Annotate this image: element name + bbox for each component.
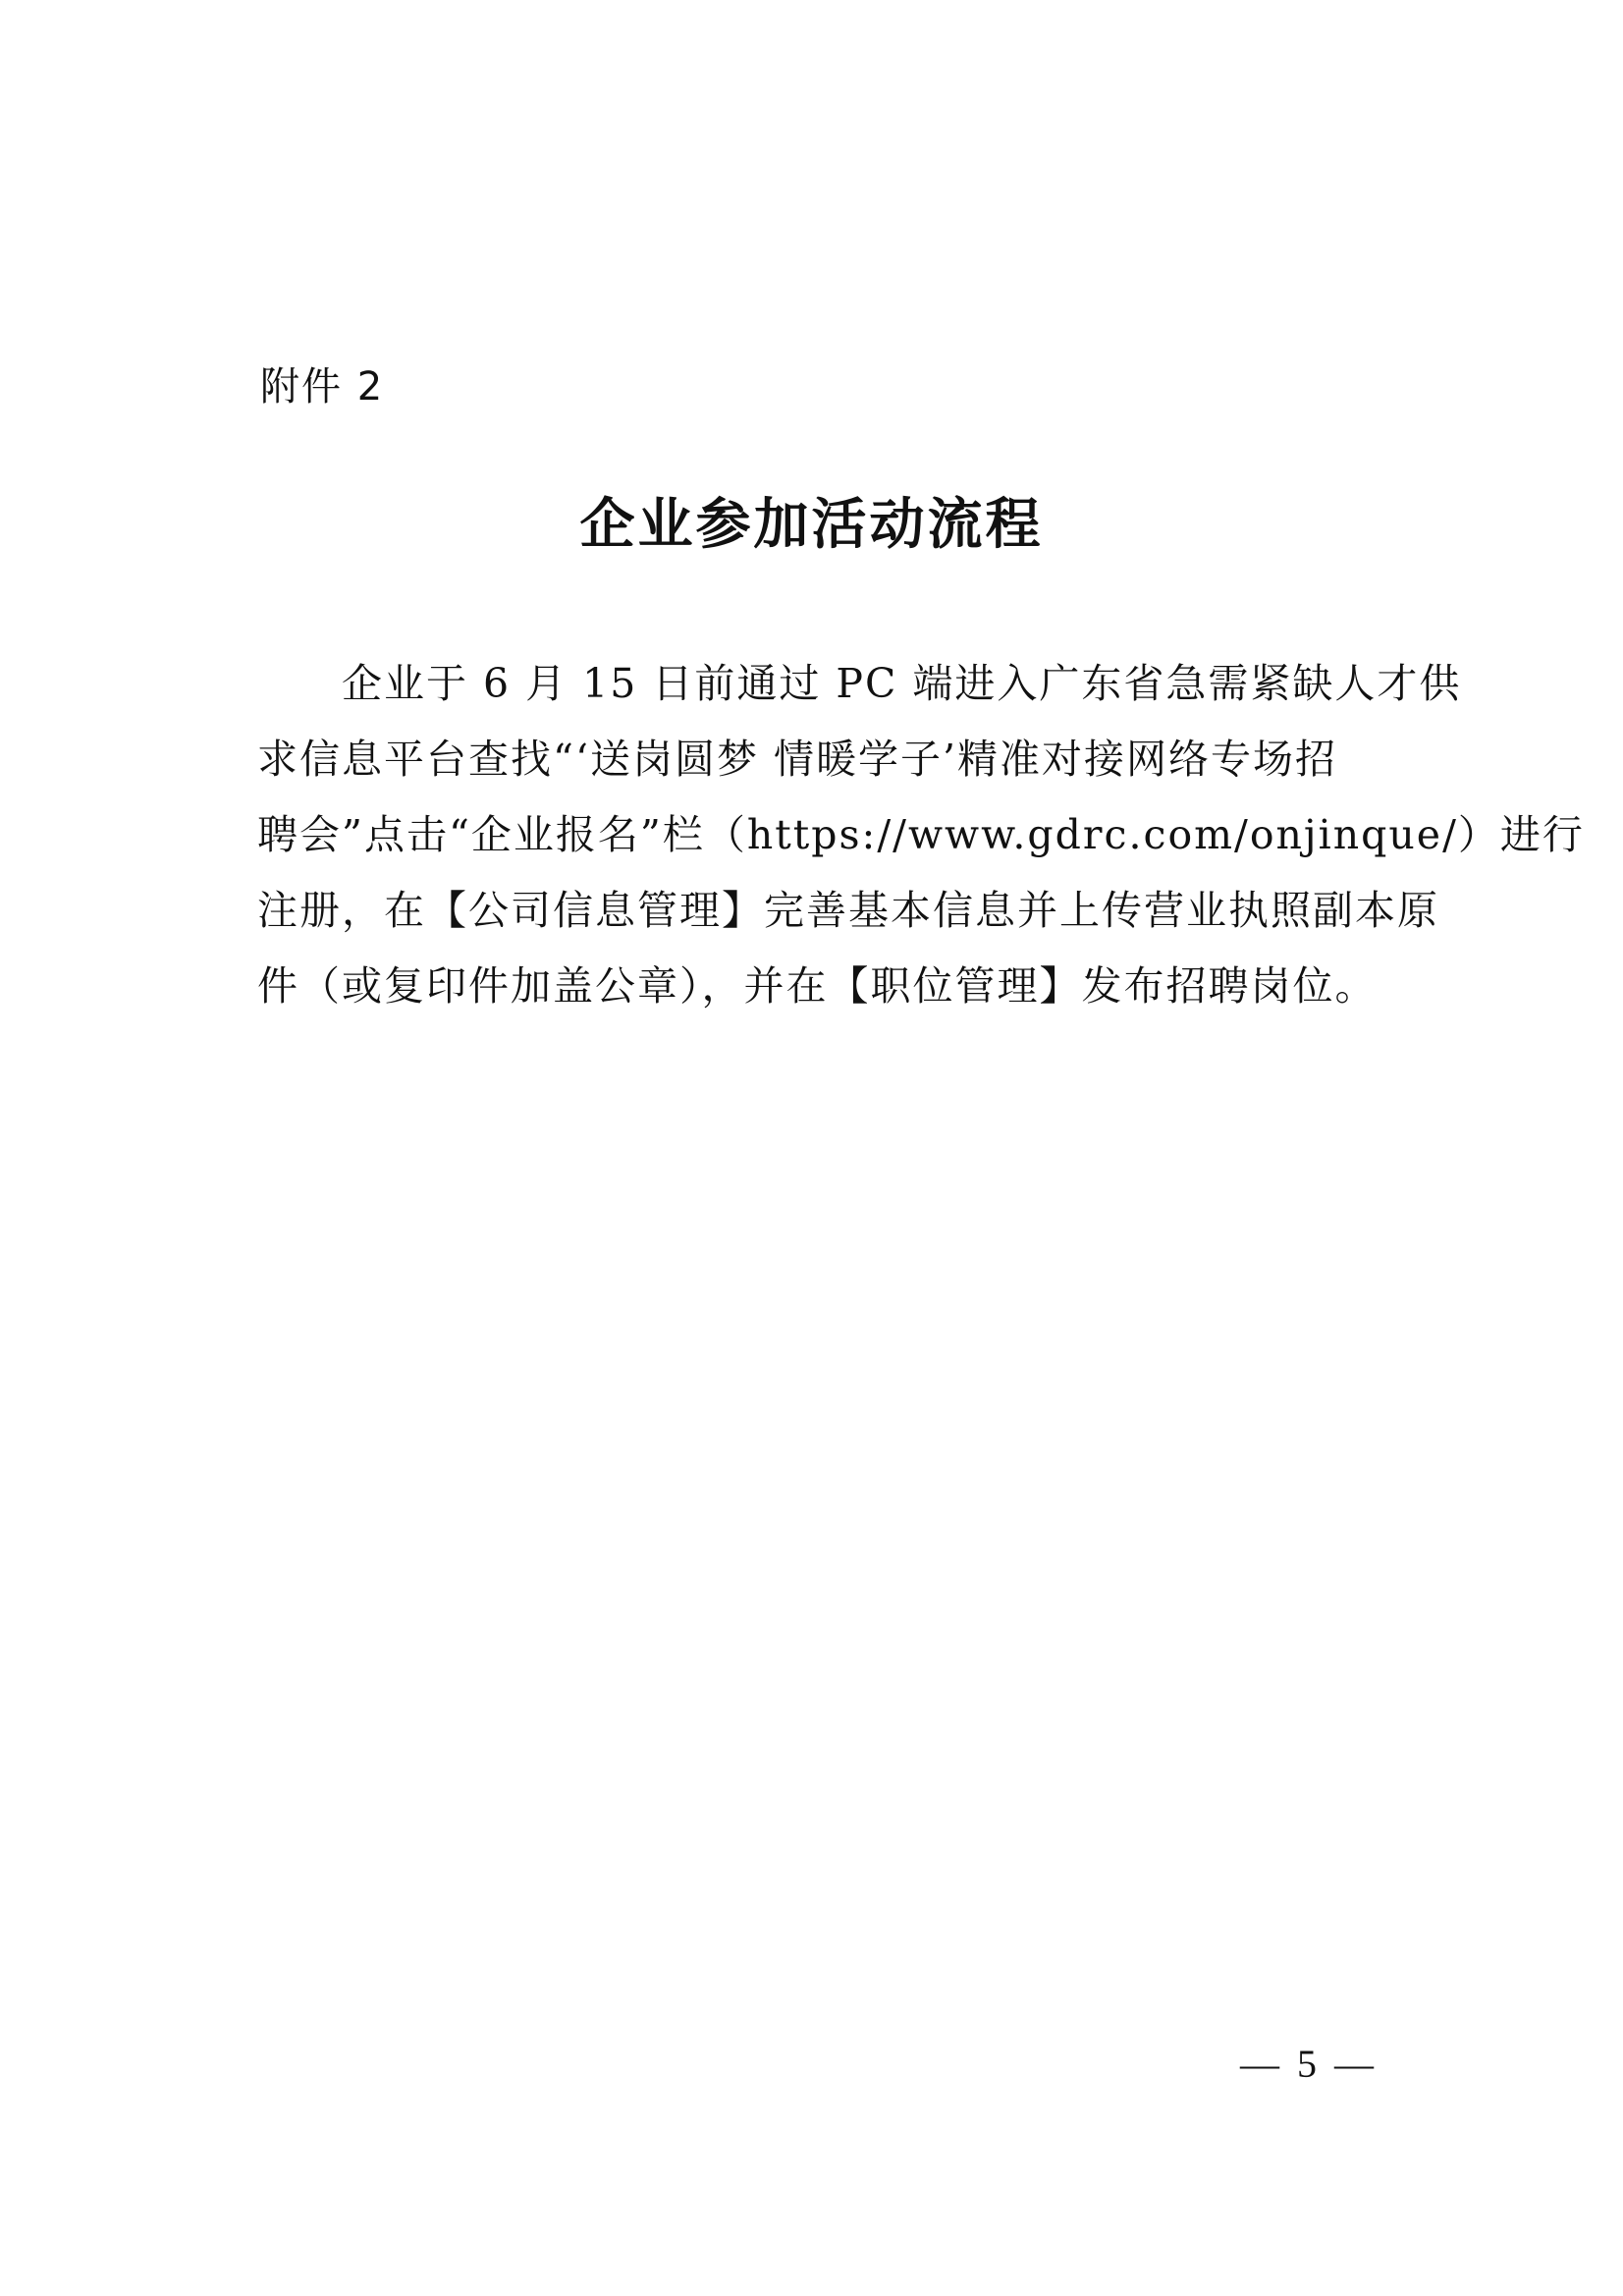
paragraph-line: 企业于 6 月 15 日前通过 PC 端进入广东省急需紧缺人才供 <box>342 660 1462 707</box>
paragraph-line: 注册，在【公司信息管理】完善基本信息并上传营业执照副本原 <box>257 887 1439 934</box>
attachment-label: 附件 2 <box>260 364 385 410</box>
paragraph-line: 件（或复印件加盖公章），并在【职位管理】发布招聘岗位。 <box>257 962 1378 1010</box>
paragraph-line: 聘会”点击“企业报名”栏（https://www.gdrc.com/onjinque/）进行 <box>257 811 1585 858</box>
paragraph-line: 求信息平台查找“‘送岗圆梦 情暖学子’精准对接网络专场招 <box>257 736 1338 783</box>
page-title: 企业参加活动流程 <box>579 493 1044 557</box>
body-paragraph <box>257 646 1585 1024</box>
page-number: — 5 — <box>1240 2042 1378 2086</box>
